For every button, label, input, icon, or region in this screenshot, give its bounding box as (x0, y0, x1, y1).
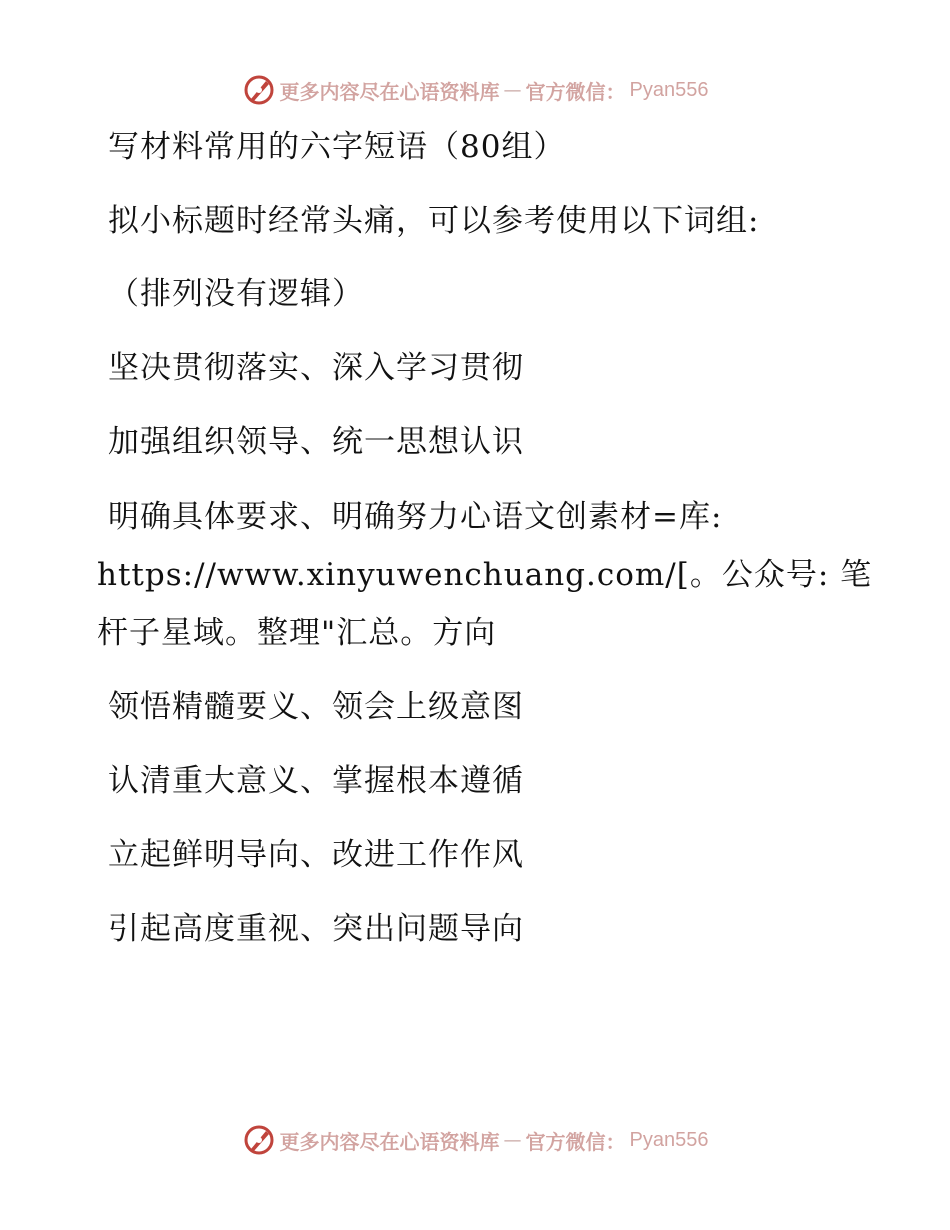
banner-wechat-label: 官方微信： (525, 79, 626, 104)
banner-wechat-label: 官方微信： (525, 1129, 626, 1154)
pen-logo-icon (242, 73, 276, 107)
phrase-line: 认清重大意义、掌握根本遵循 (108, 763, 524, 799)
banner-site-text: 更多内容尽在心语资料库 (279, 79, 500, 104)
phrase-line: 坚决贯彻落实、深入学习贯彻 (108, 350, 524, 386)
watermark-url-line: https://www.xinyuwenchuang.com/[。公众号: 笔 (97, 557, 873, 593)
phrase-line: 领悟精髓要义、领会上级意图 (108, 689, 524, 725)
footer-banner (0, 1122, 950, 1158)
document-title: 写材料常用的六字短语（80组） (108, 129, 566, 165)
banner-separator: — (503, 1129, 522, 1151)
header-banner (0, 72, 950, 108)
banner-separator: — (503, 79, 522, 101)
phrase-line: 立起鲜明导向、改进工作作风 (108, 837, 524, 873)
pen-logo-icon (242, 1123, 276, 1157)
banner-site-text: 更多内容尽在心语资料库 (279, 1129, 500, 1154)
phrase-line: 明确具体要求、明确努力心语文创素材=库: (108, 499, 723, 535)
phrase-line: 加强组织领导、统一思想认识 (108, 424, 524, 460)
phrase-line: 引起高度重视、突出问题导向 (108, 911, 524, 947)
note-line: （排列没有逻辑） (108, 276, 364, 312)
watermark-account-line: 杆子星域。整理"汇总。方向 (97, 615, 497, 651)
banner-account: Pyan556 (629, 1128, 709, 1151)
intro-line: 拟小标题时经常头痛，可以参考使用以下词组: (108, 203, 760, 239)
banner-account: Pyan556 (629, 78, 709, 101)
